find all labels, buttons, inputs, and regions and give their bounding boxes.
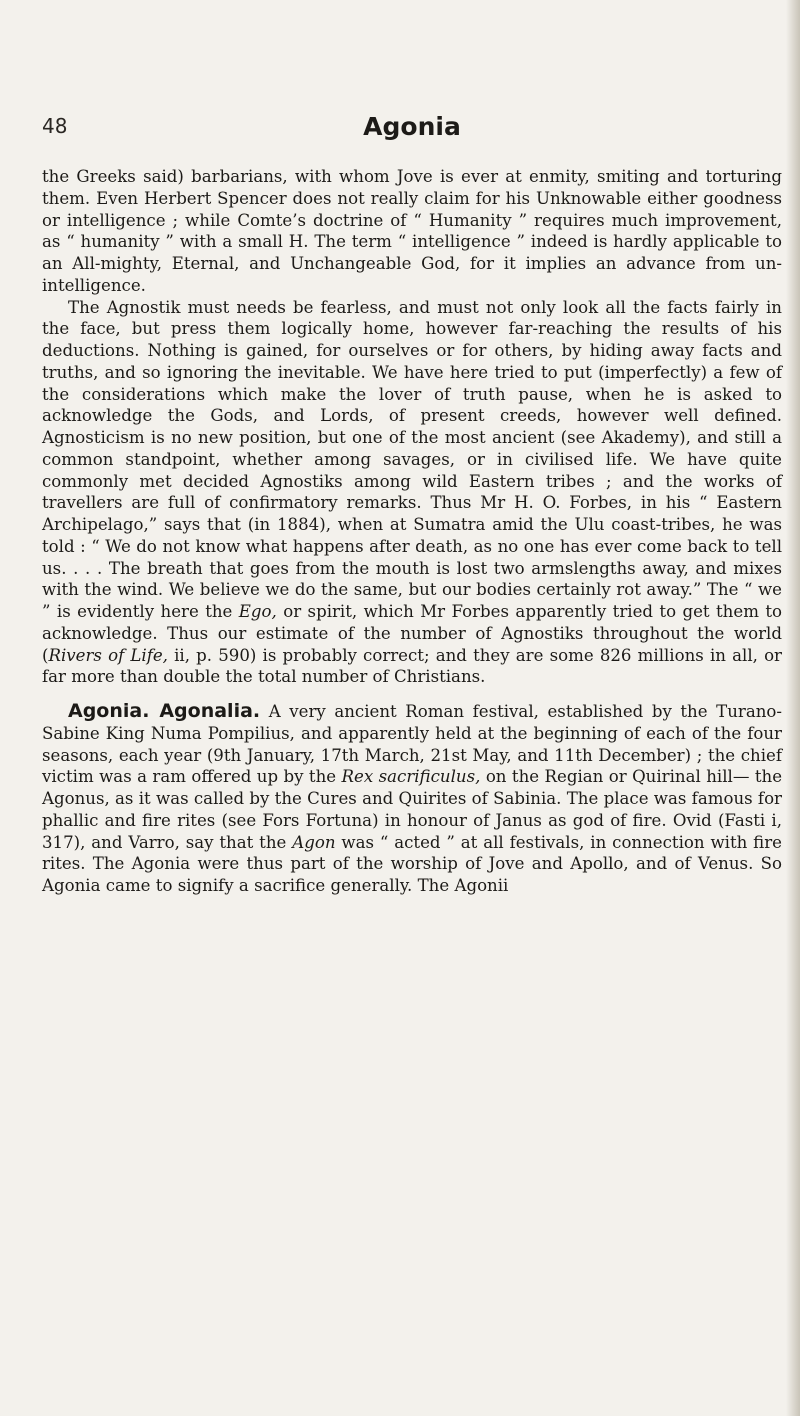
running-title: Agonia [363,112,461,141]
entry-text: was “ acted ” at all festivals, in connection with fire rites. The Agonia were thus part of the worship of Jove and Apollo, and of Venus. So Agonia came to signify a sacrifice generally. The Agonii [42,832,783,895]
paragraph-continuation [42,166,782,297]
page-edge [786,0,800,1416]
page-body [42,166,782,897]
page-number: 48 [42,114,68,138]
paragraph-text: The Agnostik must needs be fearless, and must not only look all the facts fairly in the face, but press them logically home, however far-reaching the results of his deductions. Nothing is gained, for ourselves or for others, by hiding away facts and truths, and so ignoring the inevitable. We have here tried to put (imperfectly) a few of the considerations which make the lover of truth pause, when he is asked to acknowledge the Gods, and Lords, of present creeds, however well defined. Agnosticism is no new position, but one of the most ancient (see Akademy), and still a common standpoint, whether among savages, or in civilised life. We have quite commonly met decided Agnostiks among wild Eastern tribes ; and the works of travellers are full of confirmatory remarks. Thus Mr H. O. Forbes, in his “ Eastern Archipelago,” says that (in 1884), when at Sumatra amid the Ulu coast-tribes, he was told : “ We do not know what happens after death, as no one has ever come back to tell us. . . . The breath that goes from the mouth is lost two armslengths away, and mixes with the wind. We believe we do the same, but our bodies certainly rot away.” The “ we ” is evidently here the [42,297,782,621]
italic-term: Ego, [238,602,277,621]
entry-text: A very ancient Roman festival, established by the Turano-Sabine King Numa Pompilius, and apparently held at the beginning of each of the four seasons, each year (9th January, 17th March, 21st May, and 11th December) ; the chief victim was a ram offered up by the [42,702,782,787]
italic-title: Rivers of Life, [48,645,168,665]
italic-term: Agon [292,832,336,852]
italic-term: Rex sacrificulus, [341,767,481,787]
page-header [42,112,782,152]
entry-agonia [42,701,782,897]
entry-text: on the Regian or Quirinal hill— the Agonus, as it was called by the Cures and Quirites of Sabinia. The place was famous for phallic and fire rites (see Fors Fortuna) in honour of Janus as god of fire. Ovid (Fasti i, 317), and Varro, say that the [42,767,783,852]
paragraph-agnostik [42,297,782,689]
paragraph-text: the Greeks said) barbarians, with whom Jove is ever at enmity, smiting and torturing them. Even Herbert Spencer does not really claim for his Unknowable either goodness or intelligence ; while Comte’s doctrine of “ Humanity ” requires much improvement, as “ humanity ” with a small H. The term “ intelligence ” indeed is hardly applicable to an All-mighty, Eternal, and Unchangeable God, for it implies an advance from un-intelligence. [42,167,782,295]
paragraph-text: or spirit, which Mr Forbes apparently tried to get them to acknowledge. Thus our estimate of the number of Agnostiks throughout the world ( [42,602,782,665]
entry-headword: Agonia. Agonalia. [68,700,261,722]
paragraph-text: ii, p. 590) is probably correct; and they are some 826 millions in all, or far more than double the total number of Christians. [42,645,782,687]
